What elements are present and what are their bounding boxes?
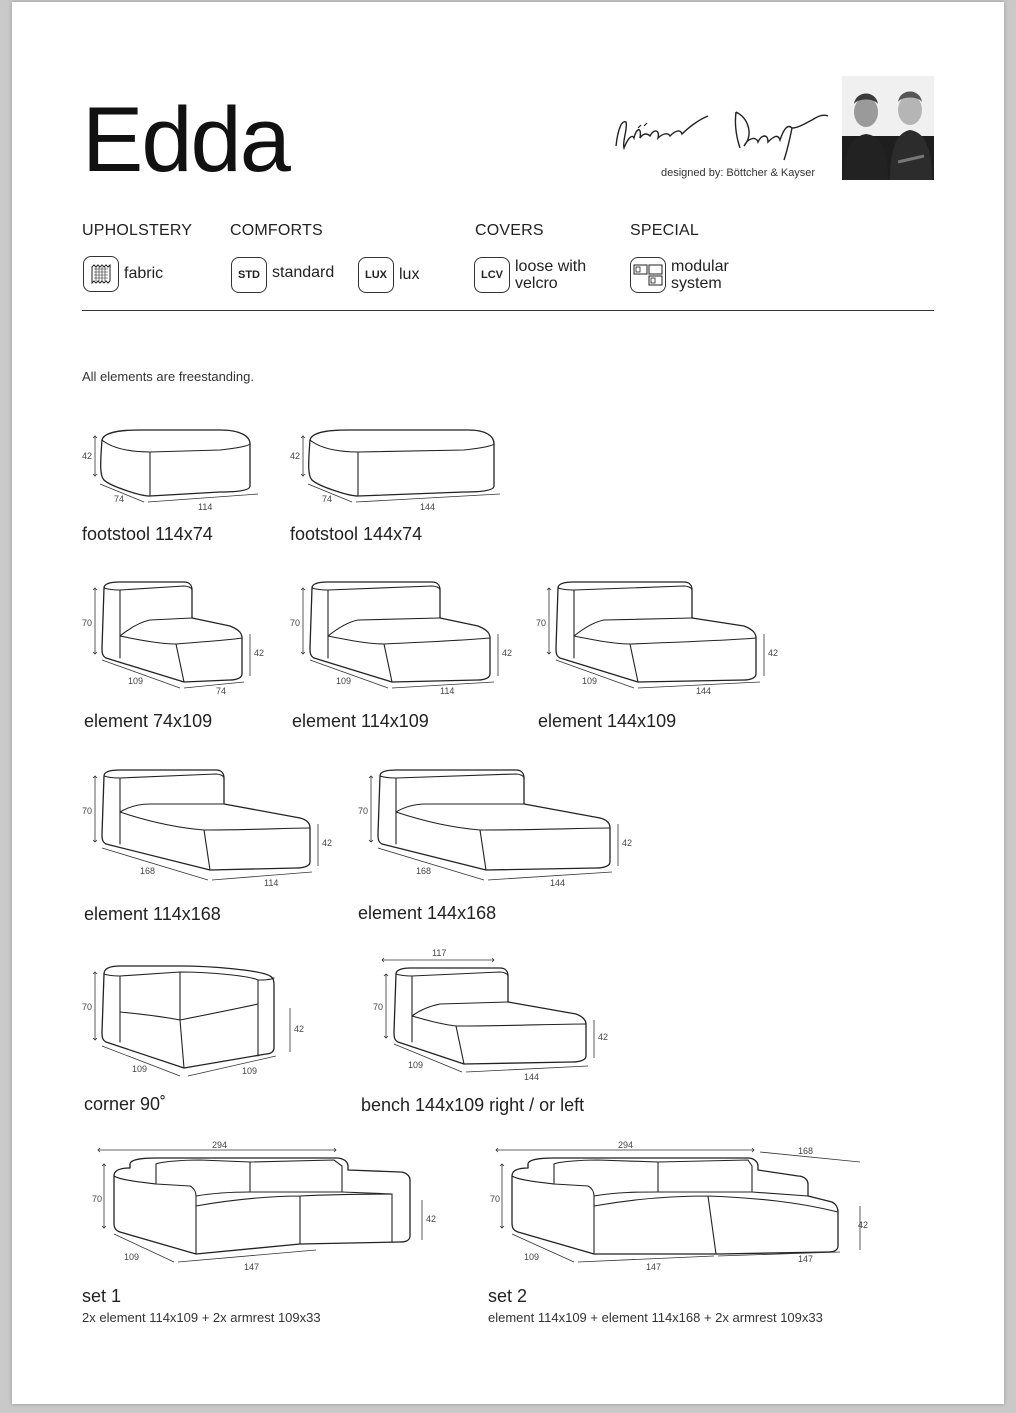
dim-width: 114	[440, 686, 455, 696]
header-divider	[82, 310, 934, 311]
std-icon: STD	[231, 257, 267, 293]
set-1-drawing	[80, 1136, 440, 1276]
dim-depth: 109	[582, 676, 598, 686]
dim-seat-height: 42	[768, 648, 779, 658]
dim-width: 114	[264, 878, 279, 888]
caption-footstool-144x74: footstool 144x74	[290, 524, 423, 544]
subcaption-set-2: element 114x109 + element 114x168 + 2x armrest 109x33	[488, 1310, 823, 1325]
caption-element-114x168: element 114x168	[84, 904, 221, 924]
designer-signatures-icon	[608, 98, 838, 168]
dim-total-width: 294	[618, 1140, 634, 1150]
dim-height: 70	[92, 1194, 103, 1204]
dim-depth: 74	[114, 494, 125, 504]
dim-depth: 109	[128, 676, 144, 686]
dim-height: 70	[82, 806, 93, 816]
category-upholstery: UPHOLSTERY	[82, 222, 193, 239]
dim-width: 144	[696, 686, 712, 696]
modular-system-icon	[630, 257, 666, 293]
dim-height: 70	[82, 1002, 93, 1012]
element-114x109-drawing	[288, 578, 518, 698]
caption-bench: bench 144x109 right / or left	[361, 1095, 585, 1115]
dim-depth: 168	[140, 866, 156, 876]
dim-width-left: 147	[646, 1262, 662, 1272]
dim-width: 144	[420, 502, 436, 512]
dim-seat-height: 42	[858, 1220, 869, 1230]
dim-depth-right: 109	[242, 1066, 258, 1076]
dim-width: 144	[550, 878, 566, 888]
corner-90-drawing	[80, 960, 320, 1084]
dim-width: 144	[524, 1072, 540, 1082]
dim-width: 114	[198, 502, 213, 512]
caption-element-74x109: element 74x109	[84, 711, 213, 731]
caption-element-144x109: element 144x109	[538, 711, 677, 731]
category-comforts: COMFORTS	[230, 222, 323, 239]
caption-set-1: set 1	[82, 1286, 122, 1306]
covers-label	[515, 258, 586, 292]
caption-corner-90: corner 90˚	[84, 1094, 167, 1114]
caption-footstool-114x74: footstool 114x74	[82, 524, 213, 544]
dim-seat-height: 42	[502, 648, 513, 658]
dim-depth: 74	[322, 494, 333, 504]
covers-label-line2: velcro	[515, 275, 558, 292]
dim-back-width: 117	[432, 948, 447, 958]
dim-depth: 109	[408, 1060, 424, 1070]
category-covers: COVERS	[475, 222, 544, 239]
dim-seat-height: 42	[322, 838, 333, 848]
dim-depth: 109	[336, 676, 352, 686]
dim-depth-left: 109	[132, 1064, 148, 1074]
element-144x168-drawing	[356, 766, 656, 890]
dim-height: 42	[82, 451, 93, 461]
caption-set-2: set 2	[488, 1286, 528, 1306]
dim-width: 147	[244, 1262, 260, 1272]
lcv-icon: LCV	[474, 257, 510, 293]
dim-height: 70	[358, 806, 369, 816]
footstool-114x74-drawing	[80, 426, 270, 518]
standard-label: standard	[272, 264, 335, 281]
footstool-144x74-drawing	[288, 426, 508, 518]
set-2-drawing	[478, 1136, 878, 1276]
dim-height: 70	[290, 618, 301, 628]
lux-icon: LUX	[358, 257, 394, 293]
dim-width: 74	[216, 686, 227, 696]
element-144x109-drawing	[534, 578, 794, 698]
category-special: SPECIAL	[630, 222, 699, 239]
subcaption-set-1: 2x element 114x109 + 2x armrest 109x33	[82, 1310, 321, 1325]
dim-depth: 109	[524, 1252, 540, 1262]
covers-label-line1: loose with	[515, 258, 587, 275]
lux-label: lux	[399, 266, 420, 283]
caption-element-144x168: element 144x168	[358, 903, 497, 923]
special-label-line2: system	[671, 275, 722, 292]
product-title: Edda	[82, 89, 289, 191]
special-label	[671, 258, 729, 292]
dim-height: 70	[536, 618, 547, 628]
caption-element-114x109: element 114x109	[292, 711, 429, 731]
designer-credit: designed by: Böttcher & Kayser	[661, 167, 816, 179]
designers-photo	[842, 76, 934, 180]
dim-depth: 168	[416, 866, 432, 876]
fabric-label: fabric	[124, 265, 164, 282]
spec-sheet-page	[12, 2, 1004, 1404]
element-114x168-drawing	[80, 766, 360, 890]
dim-depth: 109	[124, 1252, 140, 1262]
dim-seat-height: 42	[254, 648, 265, 658]
dim-height: 70	[82, 618, 93, 628]
special-label-line1: modular	[671, 258, 729, 275]
dim-seat-height: 42	[294, 1024, 305, 1034]
dim-chaise-depth: 168	[798, 1146, 814, 1156]
freestanding-note: All elements are freestanding.	[82, 369, 254, 384]
dim-seat-height: 42	[622, 838, 633, 848]
dim-seat-height: 42	[426, 1214, 437, 1224]
element-74x109-drawing	[80, 578, 280, 698]
dim-width-right: 147	[798, 1254, 814, 1264]
dim-height: 42	[290, 451, 301, 461]
bench-144x109-drawing	[356, 946, 626, 1084]
dim-seat-height: 42	[598, 1032, 609, 1042]
dim-height: 70	[490, 1194, 501, 1204]
dim-height: 70	[373, 1002, 384, 1012]
dim-total-width: 294	[212, 1140, 228, 1150]
fabric-icon	[83, 256, 119, 292]
